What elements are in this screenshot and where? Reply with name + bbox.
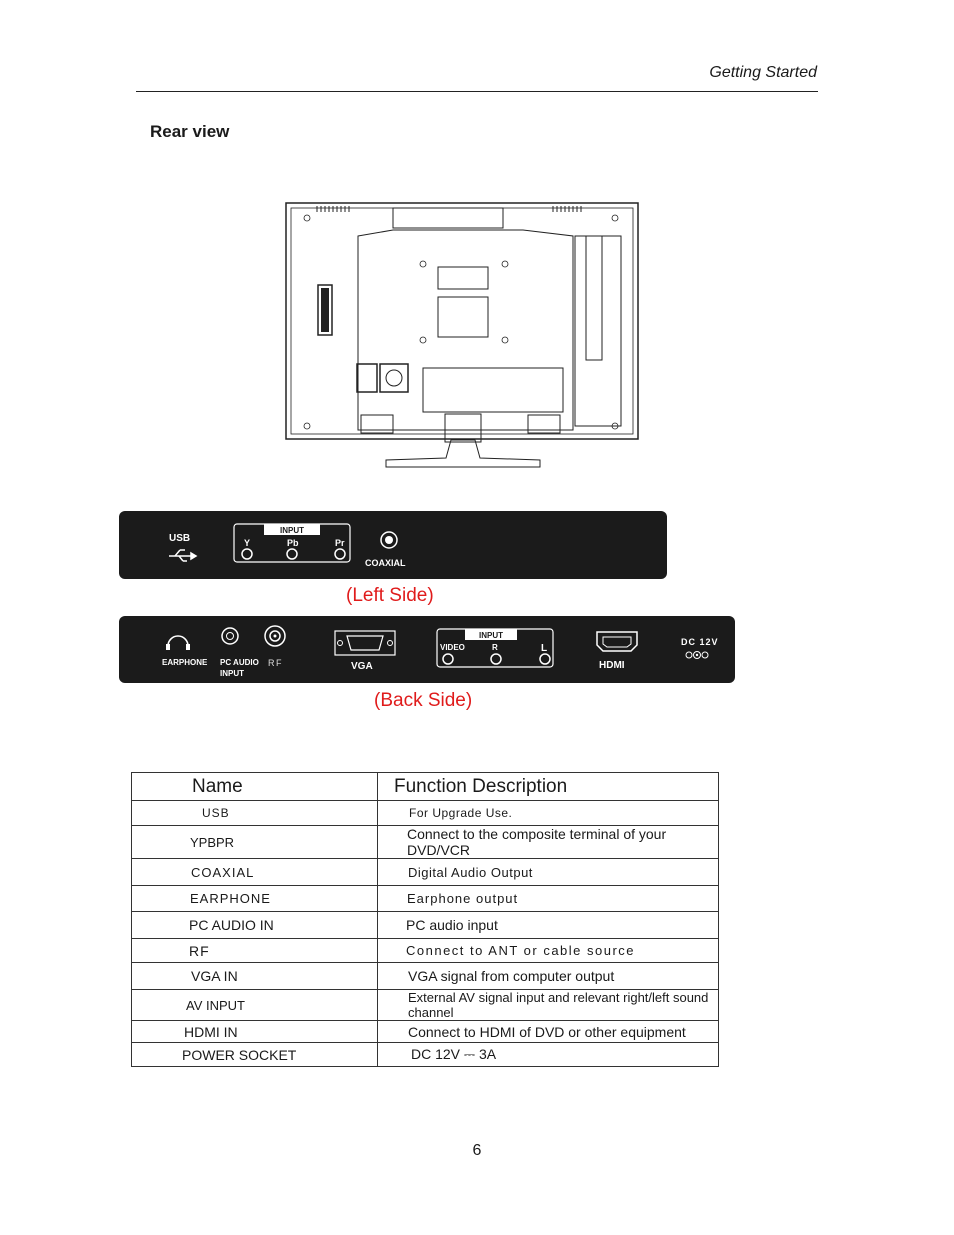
table-row bbox=[132, 939, 719, 963]
row-name: HDMI IN bbox=[132, 1021, 378, 1043]
row-description: Earphone output bbox=[378, 886, 719, 912]
table-header-row bbox=[132, 773, 719, 801]
ypbpr-input-title: INPUT bbox=[280, 526, 304, 535]
section-title: Rear view bbox=[150, 122, 230, 141]
table-row bbox=[132, 859, 719, 886]
table-row bbox=[132, 963, 719, 990]
usb-label: USB bbox=[169, 533, 191, 544]
y-label: Y bbox=[244, 538, 251, 548]
row-name: POWER SOCKET bbox=[132, 1043, 378, 1067]
pr-label: Pr bbox=[335, 538, 345, 548]
l-label: L bbox=[541, 643, 548, 654]
row-description: For Upgrade Use. bbox=[378, 801, 719, 826]
table-row bbox=[132, 990, 719, 1021]
rf-label: RF bbox=[268, 658, 283, 668]
hdmi-label: HDMI bbox=[599, 660, 625, 671]
row-name: COAXIAL bbox=[132, 859, 378, 886]
row-description: External AV signal input and relevant right/left sound channel bbox=[378, 990, 719, 1021]
function-table bbox=[131, 772, 719, 1067]
table-row bbox=[132, 826, 719, 859]
av-input-title: INPUT bbox=[479, 631, 503, 640]
left-side-caption: (Left Side) bbox=[346, 585, 434, 606]
table-row bbox=[132, 886, 719, 912]
table-row bbox=[132, 1043, 719, 1067]
table-row bbox=[132, 801, 719, 826]
row-description: VGA signal from computer output bbox=[378, 963, 719, 990]
row-name: PC AUDIO IN bbox=[132, 912, 378, 939]
coaxial-label: COAXIAL bbox=[365, 558, 406, 568]
table-row bbox=[132, 1021, 719, 1043]
name-header: Name bbox=[132, 773, 378, 801]
tv-rear-illustration bbox=[283, 200, 643, 472]
row-name: USB bbox=[132, 801, 378, 826]
row-name: EARPHONE bbox=[132, 886, 378, 912]
row-description: Connect to ANT or cable source bbox=[378, 939, 719, 963]
row-description: DC 12V ⎓ 3A bbox=[378, 1043, 719, 1067]
row-description: Connect to the composite terminal of your DVD/VCR bbox=[378, 826, 719, 859]
description-header: Function Description bbox=[378, 773, 719, 801]
vga-label: VGA bbox=[351, 661, 373, 672]
table-row bbox=[132, 912, 719, 939]
row-description: Digital Audio Output bbox=[378, 859, 719, 886]
row-description: PC audio input bbox=[378, 912, 719, 939]
row-description: Connect to HDMI of DVD or other equipment bbox=[378, 1021, 719, 1043]
header-title: Getting Started bbox=[709, 64, 817, 81]
pc-audio-label-line2: INPUT bbox=[220, 669, 244, 678]
row-name: AV INPUT bbox=[132, 990, 378, 1021]
row-name: YPBPR bbox=[132, 826, 378, 859]
row-name: VGA IN bbox=[132, 963, 378, 990]
back-side-panel bbox=[119, 616, 735, 683]
back-side-caption: (Back Side) bbox=[374, 690, 473, 711]
pb-label: Pb bbox=[287, 538, 299, 548]
r-label: R bbox=[492, 643, 498, 652]
dc-label: DC 12V bbox=[681, 637, 719, 647]
page-number: 6 bbox=[472, 1142, 482, 1159]
header-divider bbox=[136, 91, 818, 92]
video-label: VIDEO bbox=[440, 643, 465, 652]
pc-audio-label-line1: PC AUDIO bbox=[220, 658, 259, 667]
row-name: RF bbox=[132, 939, 378, 963]
earphone-label: EARPHONE bbox=[162, 658, 208, 667]
left-side-panel bbox=[119, 511, 667, 579]
